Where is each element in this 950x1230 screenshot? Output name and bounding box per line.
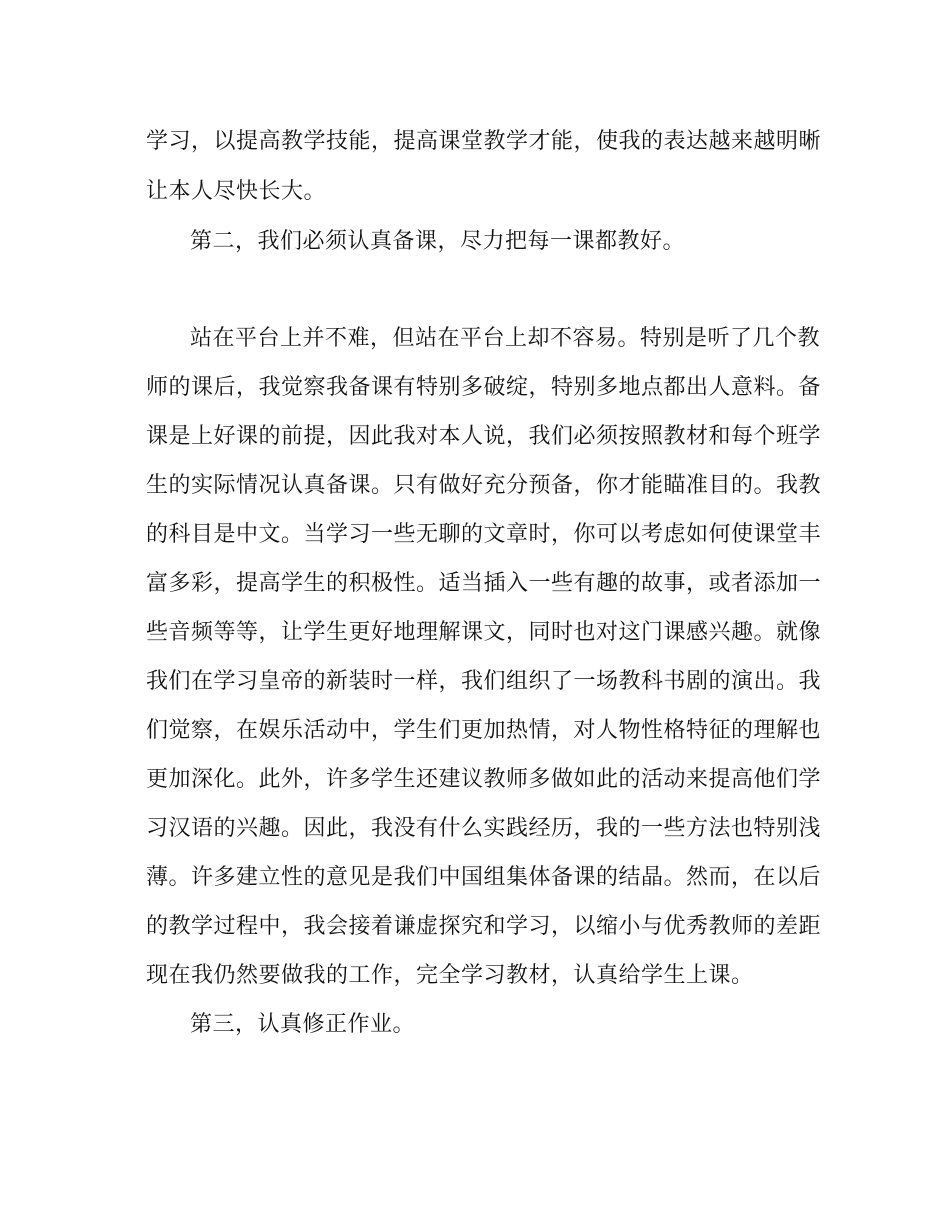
paragraph-2-line-4: 生的实际情况认真备课。只有做好充分预备，你才能瞄准目的。我教: [146, 473, 822, 498]
section-two-heading: 第二，我们必须认真备课，尽力把每一课都教好。: [190, 229, 686, 254]
paragraph-2-line-3: 课是上好课的前提，因此我对本人说，我们必须按照教材和每个班学: [146, 424, 822, 449]
paragraph-2-line-1: 站在平台上并不难，但站在平台上却不容易。特别是听了几个教: [190, 326, 821, 351]
paragraph-2-line-5: 的科目是中文。当学习一些无聊的文章时，你可以考虑如何使课堂丰: [146, 522, 822, 547]
paragraph-2-line-6: 富多彩，提高学生的积极性。适当插入一些有趣的故事，或者添加一: [146, 571, 822, 596]
paragraph-2-line-12: 薄。许多建立性的意见是我们中国组集体备课的结晶。然而，在以后: [146, 865, 822, 890]
paragraph-2-line-14: 现在我仍然要做我的工作，完全学习教材，认真给学生上课。: [146, 963, 754, 988]
paragraph-2-line-10: 更加深化。此外，许多学生还建议教师多做如此的活动来提高他们学: [146, 767, 822, 792]
paragraph-2-line-11: 习汉语的兴趣。因此，我没有什么实践经历，我的一些方法也特别浅: [146, 816, 822, 841]
section-three-heading: 第三，认真修正作业。: [190, 1012, 416, 1037]
paragraph-1-line-2: 让本人尽快长大。: [146, 179, 327, 204]
paragraph-2-line-9: 们觉察，在娱乐活动中，学生们更加热情，对人物性格特征的理解也: [146, 718, 822, 743]
paragraph-2-line-8: 我们在学习皇帝的新装时一样，我们组织了一场教科书剧的演出。我: [146, 669, 822, 694]
paragraph-1-line-1: 学习，以提高教学技能，提高课堂教学才能，使我的表达越来越明晰: [146, 129, 822, 154]
paragraph-2-line-13: 的教学过程中，我会接着谦虚探究和学习，以缩小与优秀教师的差距: [146, 914, 822, 939]
paragraph-2-line-7: 些音频等等，让学生更好地理解课文，同时也对这门课感兴趣。就像: [146, 620, 822, 645]
paragraph-2-line-2: 师的课后，我觉察我备课有特别多破绽，特别多地点都出人意料。备: [146, 375, 822, 400]
